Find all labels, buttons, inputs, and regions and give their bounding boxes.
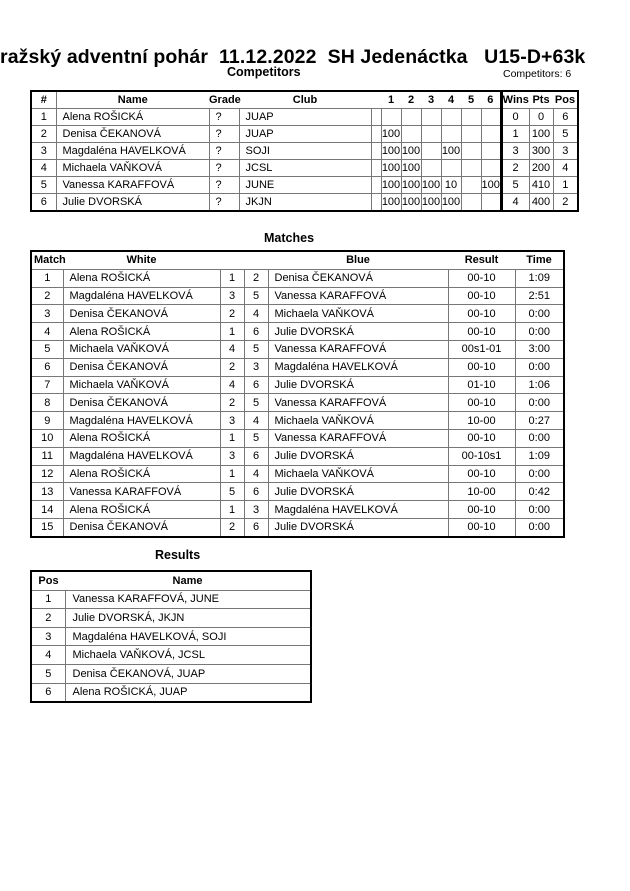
- score-vs-5-cell: [461, 126, 481, 143]
- blue-name-cell: Michaela VAŇKOVÁ: [268, 412, 448, 430]
- result-row: [31, 664, 311, 683]
- result-row: [31, 627, 311, 646]
- white-name-cell: Vanessa KARAFFOVÁ: [63, 483, 220, 501]
- competitor-name-cell: Michaela VAŇKOVÁ: [56, 160, 209, 177]
- score-vs-5-cell: [461, 177, 481, 194]
- white-name-cell: Magdaléna HAVELKOVÁ: [63, 447, 220, 465]
- white-name-cell: Alena ROŠICKÁ: [63, 501, 220, 519]
- final-position-cell: 4: [31, 646, 65, 665]
- pts-cell: 300: [529, 143, 553, 160]
- col-header-wins: Wins: [501, 91, 529, 109]
- spacer-cell: [371, 109, 381, 126]
- result-cell: 10-00: [448, 412, 515, 430]
- blue-name-cell: Michaela VAŇKOVÁ: [268, 305, 448, 323]
- white-name-cell: Alena ROŠICKÁ: [63, 269, 220, 287]
- result-cell: 00-10: [448, 323, 515, 341]
- pos-cell: 3: [553, 143, 578, 160]
- competitor-grade-cell: ?: [209, 109, 239, 126]
- competitors-table: [30, 90, 579, 212]
- competitors-header-row: [31, 91, 578, 109]
- time-cell: 0:00: [515, 518, 564, 536]
- result-row: [31, 646, 311, 665]
- score-vs-1-cell: [381, 109, 401, 126]
- match-row: [31, 305, 564, 323]
- time-cell: 0:00: [515, 358, 564, 376]
- time-cell: 0:00: [515, 305, 564, 323]
- white-name-cell: Michaela VAŇKOVÁ: [63, 376, 220, 394]
- blue-seed-cell: 4: [244, 412, 268, 430]
- result-cell: 00s1-01: [448, 340, 515, 358]
- time-cell: 0:00: [515, 501, 564, 519]
- score-vs-3-cell: [421, 109, 441, 126]
- final-position-cell: 5: [31, 664, 65, 683]
- result-row: [31, 590, 311, 609]
- white-seed-cell: 2: [220, 305, 244, 323]
- score-vs-1-cell: 100: [381, 143, 401, 160]
- matches-heading: Matches: [264, 231, 315, 245]
- pts-cell: 100: [529, 126, 553, 143]
- match-row: [31, 483, 564, 501]
- white-name-cell: Michaela VAŇKOVÁ: [63, 340, 220, 358]
- match-row: [31, 429, 564, 447]
- competitor-row: [31, 143, 578, 160]
- score-vs-2-cell: 100: [401, 143, 421, 160]
- final-position-cell: 1: [31, 590, 65, 609]
- match-number-cell: 10: [31, 429, 63, 447]
- result-cell: 00-10s1: [448, 447, 515, 465]
- score-vs-3-cell: [421, 143, 441, 160]
- white-seed-cell: 1: [220, 465, 244, 483]
- score-vs-6-cell: [481, 143, 501, 160]
- competitor-grade-cell: ?: [209, 143, 239, 160]
- wins-cell: 1: [501, 126, 529, 143]
- competitor-club-cell: JUAP: [239, 109, 371, 126]
- blue-name-cell: Julie DVORSKÁ: [268, 483, 448, 501]
- match-row: [31, 358, 564, 376]
- col-header-result: Result: [448, 251, 515, 269]
- match-number-cell: 13: [31, 483, 63, 501]
- match-number-cell: 12: [31, 465, 63, 483]
- white-seed-cell: 2: [220, 394, 244, 412]
- spacer-cell: [371, 177, 381, 194]
- competitor-number-cell: 6: [31, 194, 56, 212]
- time-cell: 0:00: [515, 323, 564, 341]
- blue-name-cell: Vanessa KARAFFOVÁ: [268, 340, 448, 358]
- score-vs-3-cell: 100: [421, 194, 441, 212]
- final-position-cell: 3: [31, 627, 65, 646]
- col-header-name: Name: [56, 91, 209, 109]
- white-name-cell: Magdaléna HAVELKOVÁ: [63, 287, 220, 305]
- blue-name-cell: Magdaléna HAVELKOVÁ: [268, 358, 448, 376]
- time-cell: 3:00: [515, 340, 564, 358]
- match-row: [31, 518, 564, 536]
- time-cell: 0:27: [515, 412, 564, 430]
- col-header-club: Club: [239, 91, 371, 109]
- matches-table: [30, 250, 565, 538]
- result-cell: 00-10: [448, 269, 515, 287]
- match-row: [31, 323, 564, 341]
- blue-name-cell: Denisa ČEKANOVÁ: [268, 269, 448, 287]
- wins-cell: 5: [501, 177, 529, 194]
- white-name-cell: Denisa ČEKANOVÁ: [63, 394, 220, 412]
- result-cell: 10-00: [448, 483, 515, 501]
- score-vs-6-cell: [481, 160, 501, 177]
- final-position-cell: 2: [31, 609, 65, 628]
- time-cell: 0:00: [515, 429, 564, 447]
- score-vs-2-cell: 100: [401, 177, 421, 194]
- final-name-cell: Michaela VAŇKOVÁ, JCSL: [65, 646, 311, 665]
- score-vs-2-cell: 100: [401, 194, 421, 212]
- matches-header-row: [31, 251, 564, 269]
- match-row: [31, 465, 564, 483]
- white-name-cell: Magdaléna HAVELKOVÁ: [63, 412, 220, 430]
- white-seed-cell: 1: [220, 323, 244, 341]
- score-vs-4-cell: [441, 109, 461, 126]
- white-name-cell: Alena ROŠICKÁ: [63, 429, 220, 447]
- match-number-cell: 4: [31, 323, 63, 341]
- score-vs-6-cell: [481, 126, 501, 143]
- blue-name-cell: Vanessa KARAFFOVÁ: [268, 394, 448, 412]
- col-header-opp6: 6: [481, 91, 501, 109]
- pos-cell: 6: [553, 109, 578, 126]
- white-seed-cell: 3: [220, 447, 244, 465]
- final-position-cell: 6: [31, 683, 65, 702]
- white-seed-cell: 3: [220, 412, 244, 430]
- match-number-cell: 5: [31, 340, 63, 358]
- col-header-opp3: 3: [421, 91, 441, 109]
- competitor-name-cell: Alena ROŠICKÁ: [56, 109, 209, 126]
- competitor-name-cell: Julie DVORSKÁ: [56, 194, 209, 212]
- competitor-club-cell: JKJN: [239, 194, 371, 212]
- result-row: [31, 609, 311, 628]
- competitor-name-cell: Magdaléna HAVELKOVÁ: [56, 143, 209, 160]
- col-header-number: #: [31, 91, 56, 109]
- match-number-cell: 9: [31, 412, 63, 430]
- match-row: [31, 340, 564, 358]
- competitor-grade-cell: ?: [209, 160, 239, 177]
- competitor-number-cell: 4: [31, 160, 56, 177]
- score-vs-3-cell: [421, 126, 441, 143]
- col-header-blue: Blue: [268, 251, 448, 269]
- result-cell: 00-10: [448, 305, 515, 323]
- competitor-row: [31, 109, 578, 126]
- match-number-cell: 7: [31, 376, 63, 394]
- pos-cell: 1: [553, 177, 578, 194]
- col-header-white: White: [63, 251, 220, 269]
- score-vs-2-cell: [401, 126, 421, 143]
- match-row: [31, 287, 564, 305]
- pts-cell: 200: [529, 160, 553, 177]
- match-number-cell: 2: [31, 287, 63, 305]
- time-cell: 1:09: [515, 269, 564, 287]
- match-row: [31, 501, 564, 519]
- score-vs-1-cell: 100: [381, 177, 401, 194]
- score-vs-2-cell: 100: [401, 160, 421, 177]
- competitor-name-cell: Vanessa KARAFFOVÁ: [56, 177, 209, 194]
- competitor-row: [31, 126, 578, 143]
- col-header-blue-number: [244, 251, 268, 269]
- wins-cell: 2: [501, 160, 529, 177]
- competitor-number-cell: 3: [31, 143, 56, 160]
- col-header-pts: Pts: [529, 91, 553, 109]
- score-vs-6-cell: 100: [481, 177, 501, 194]
- white-name-cell: Alena ROŠICKÁ: [63, 465, 220, 483]
- match-row: [31, 412, 564, 430]
- white-seed-cell: 1: [220, 269, 244, 287]
- results-heading: Results: [155, 548, 201, 562]
- blue-seed-cell: 4: [244, 465, 268, 483]
- match-number-cell: 1: [31, 269, 63, 287]
- blue-seed-cell: 5: [244, 340, 268, 358]
- match-number-cell: 3: [31, 305, 63, 323]
- blue-seed-cell: 4: [244, 305, 268, 323]
- blue-seed-cell: 6: [244, 483, 268, 501]
- competitor-grade-cell: ?: [209, 177, 239, 194]
- result-cell: 00-10: [448, 501, 515, 519]
- col-header-white-number: [220, 251, 244, 269]
- page-title: ražský adventní pohár 11.12.2022 SH Jedenáctka U15-D+63k: [0, 46, 586, 68]
- col-header-final-name: Name: [65, 571, 311, 590]
- score-vs-4-cell: 100: [441, 194, 461, 212]
- score-vs-4-cell: 10: [441, 177, 461, 194]
- time-cell: 2:51: [515, 287, 564, 305]
- result-cell: 00-10: [448, 518, 515, 536]
- competitors-count: Competitors: 6: [503, 68, 572, 80]
- blue-seed-cell: 6: [244, 447, 268, 465]
- competitor-club-cell: SOJI: [239, 143, 371, 160]
- score-vs-1-cell: 100: [381, 126, 401, 143]
- wins-cell: 4: [501, 194, 529, 212]
- white-seed-cell: 1: [220, 429, 244, 447]
- result-cell: 01-10: [448, 376, 515, 394]
- result-cell: 00-10: [448, 394, 515, 412]
- col-header-time: Time: [515, 251, 564, 269]
- col-header-grade: Grade: [209, 91, 239, 109]
- match-row: [31, 376, 564, 394]
- pts-cell: 400: [529, 194, 553, 212]
- score-vs-5-cell: [461, 160, 481, 177]
- white-seed-cell: 5: [220, 483, 244, 501]
- pts-cell: 0: [529, 109, 553, 126]
- score-vs-6-cell: [481, 194, 501, 212]
- final-name-cell: Magdaléna HAVELKOVÁ, SOJI: [65, 627, 311, 646]
- pos-cell: 4: [553, 160, 578, 177]
- time-cell: 0:00: [515, 465, 564, 483]
- result-cell: 00-10: [448, 287, 515, 305]
- pts-cell: 410: [529, 177, 553, 194]
- col-header-opp5: 5: [461, 91, 481, 109]
- white-seed-cell: 4: [220, 340, 244, 358]
- spacer-cell: [371, 160, 381, 177]
- score-vs-4-cell: 100: [441, 143, 461, 160]
- match-row: [31, 447, 564, 465]
- competitor-grade-cell: ?: [209, 194, 239, 212]
- competitor-name-cell: Denisa ČEKANOVÁ: [56, 126, 209, 143]
- blue-seed-cell: 6: [244, 518, 268, 536]
- time-cell: 1:09: [515, 447, 564, 465]
- white-name-cell: Denisa ČEKANOVÁ: [63, 358, 220, 376]
- blue-seed-cell: 3: [244, 358, 268, 376]
- blue-seed-cell: 5: [244, 394, 268, 412]
- col-header-opp2: 2: [401, 91, 421, 109]
- competitor-club-cell: JCSL: [239, 160, 371, 177]
- score-vs-4-cell: [441, 160, 461, 177]
- final-name-cell: Alena ROŠICKÁ, JUAP: [65, 683, 311, 702]
- match-number-cell: 6: [31, 358, 63, 376]
- competitor-number-cell: 1: [31, 109, 56, 126]
- time-cell: 0:42: [515, 483, 564, 501]
- match-number-cell: 11: [31, 447, 63, 465]
- blue-seed-cell: 2: [244, 269, 268, 287]
- result-cell: 00-10: [448, 465, 515, 483]
- final-name-cell: Julie DVORSKÁ, JKJN: [65, 609, 311, 628]
- match-number-cell: 14: [31, 501, 63, 519]
- white-name-cell: Denisa ČEKANOVÁ: [63, 518, 220, 536]
- competitor-number-cell: 2: [31, 126, 56, 143]
- competitor-grade-cell: ?: [209, 126, 239, 143]
- white-seed-cell: 4: [220, 376, 244, 394]
- col-header-opp4: 4: [441, 91, 461, 109]
- score-vs-3-cell: 100: [421, 177, 441, 194]
- spacer-column: [371, 91, 381, 109]
- score-vs-3-cell: [421, 160, 441, 177]
- final-name-cell: Vanessa KARAFFOVÁ, JUNE: [65, 590, 311, 609]
- score-vs-5-cell: [461, 109, 481, 126]
- col-header-opp1: 1: [381, 91, 401, 109]
- spacer-cell: [371, 194, 381, 212]
- result-cell: 00-10: [448, 429, 515, 447]
- wins-cell: 3: [501, 143, 529, 160]
- col-header-final-pos: Pos: [31, 571, 65, 590]
- col-header-pos: Pos: [553, 91, 578, 109]
- blue-name-cell: Michaela VAŇKOVÁ: [268, 465, 448, 483]
- competitor-row: [31, 194, 578, 212]
- wins-cell: 0: [501, 109, 529, 126]
- match-row: [31, 394, 564, 412]
- white-seed-cell: 2: [220, 358, 244, 376]
- score-vs-4-cell: [441, 126, 461, 143]
- spacer-cell: [371, 126, 381, 143]
- results-table: [30, 570, 312, 703]
- blue-seed-cell: 5: [244, 287, 268, 305]
- col-header-match: Match: [31, 251, 63, 269]
- score-vs-2-cell: [401, 109, 421, 126]
- white-seed-cell: 3: [220, 287, 244, 305]
- pos-cell: 5: [553, 126, 578, 143]
- match-number-cell: 8: [31, 394, 63, 412]
- competitor-number-cell: 5: [31, 177, 56, 194]
- spacer-cell: [371, 143, 381, 160]
- score-vs-5-cell: [461, 143, 481, 160]
- blue-name-cell: Magdaléna HAVELKOVÁ: [268, 501, 448, 519]
- match-number-cell: 15: [31, 518, 63, 536]
- white-seed-cell: 1: [220, 501, 244, 519]
- results-header-row: [31, 571, 311, 590]
- score-vs-5-cell: [461, 194, 481, 212]
- result-cell: 00-10: [448, 358, 515, 376]
- blue-name-cell: Vanessa KARAFFOVÁ: [268, 429, 448, 447]
- competitor-row: [31, 160, 578, 177]
- blue-seed-cell: 5: [244, 429, 268, 447]
- result-row: [31, 683, 311, 702]
- pos-cell: 2: [553, 194, 578, 212]
- competitor-club-cell: JUAP: [239, 126, 371, 143]
- white-seed-cell: 2: [220, 518, 244, 536]
- competitor-row: [31, 177, 578, 194]
- blue-seed-cell: 6: [244, 376, 268, 394]
- time-cell: 0:00: [515, 394, 564, 412]
- match-row: [31, 269, 564, 287]
- white-name-cell: Alena ROŠICKÁ: [63, 323, 220, 341]
- time-cell: 1:06: [515, 376, 564, 394]
- blue-seed-cell: 6: [244, 323, 268, 341]
- white-name-cell: Denisa ČEKANOVÁ: [63, 305, 220, 323]
- blue-name-cell: Julie DVORSKÁ: [268, 376, 448, 394]
- competitors-heading: Competitors: [227, 65, 301, 79]
- blue-name-cell: Julie DVORSKÁ: [268, 518, 448, 536]
- blue-name-cell: Julie DVORSKÁ: [268, 323, 448, 341]
- blue-name-cell: Julie DVORSKÁ: [268, 447, 448, 465]
- score-vs-1-cell: 100: [381, 194, 401, 212]
- score-vs-6-cell: [481, 109, 501, 126]
- blue-seed-cell: 3: [244, 501, 268, 519]
- score-vs-1-cell: 100: [381, 160, 401, 177]
- competitor-club-cell: JUNE: [239, 177, 371, 194]
- final-name-cell: Denisa ČEKANOVÁ, JUAP: [65, 664, 311, 683]
- blue-name-cell: Vanessa KARAFFOVÁ: [268, 287, 448, 305]
